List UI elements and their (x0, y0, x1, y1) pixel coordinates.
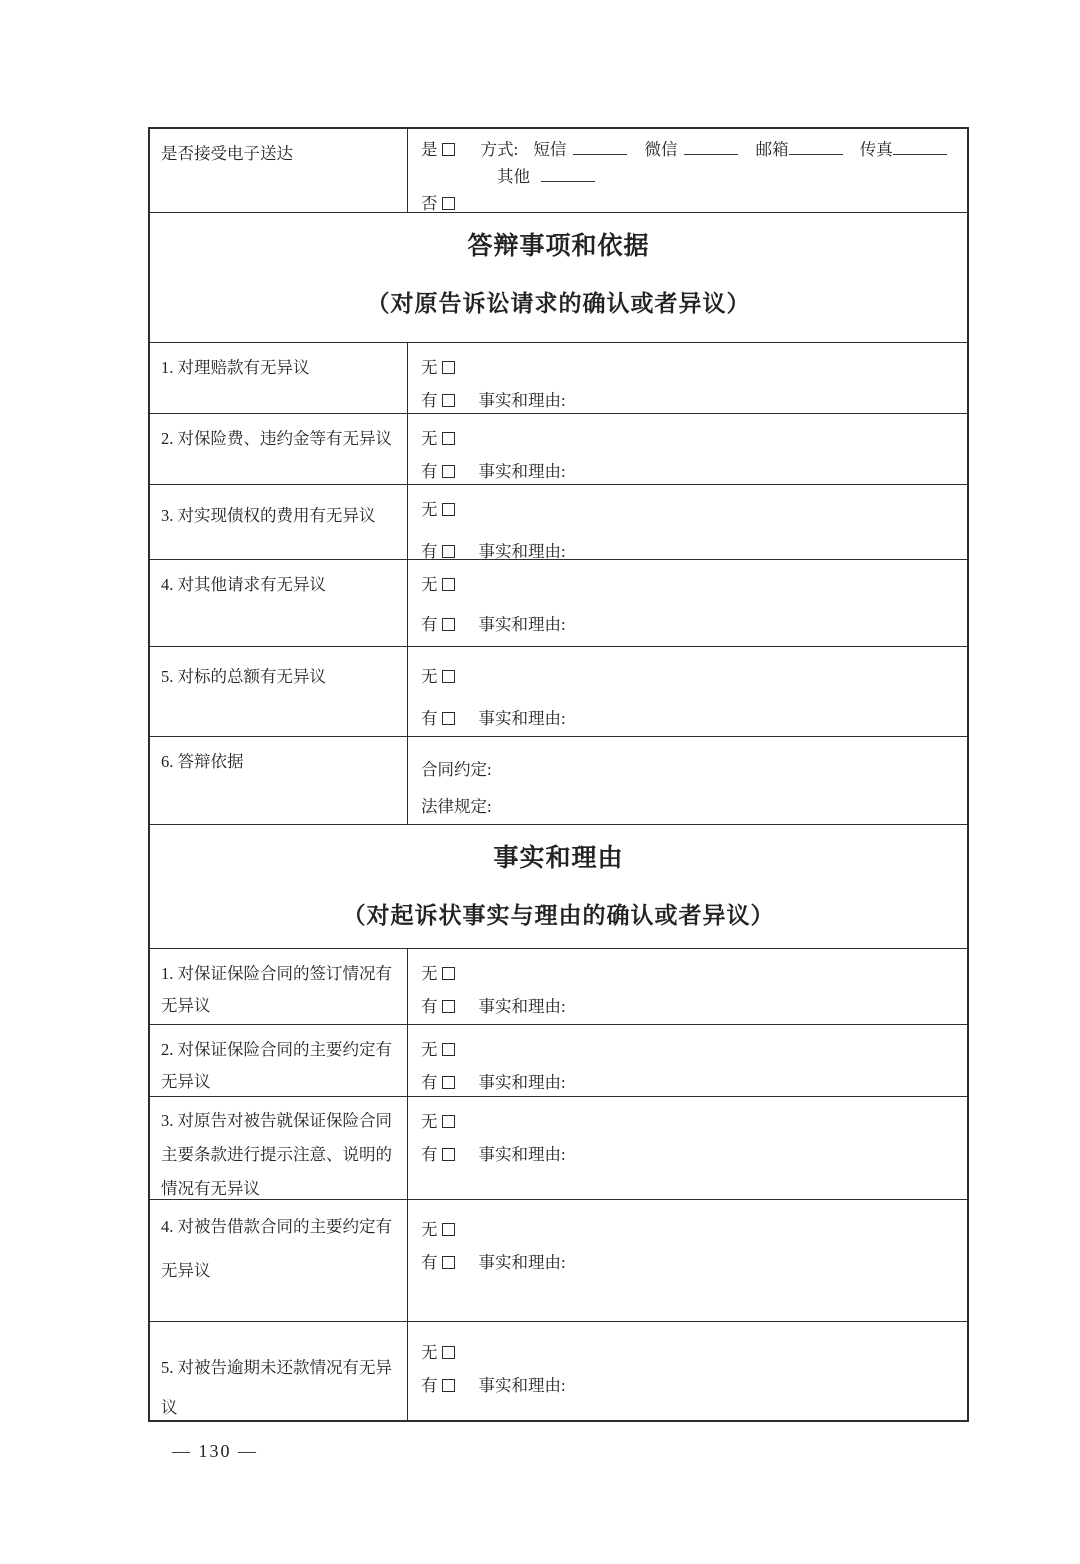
have-checkbox[interactable] (442, 1379, 455, 1392)
facts-label: 事实和理由: (478, 615, 566, 634)
service-no-line (421, 190, 957, 217)
none-label: 无 (421, 1112, 438, 1131)
have-label: 有 (421, 1073, 438, 1092)
section1-subtitle: （对原告诉讼请求的确认或者异议） (366, 291, 751, 316)
method-wechat: 微信 (644, 140, 740, 159)
method-fax: 传真 (860, 140, 949, 159)
have-checkbox[interactable] (442, 1076, 455, 1089)
have-checkbox[interactable] (442, 545, 455, 558)
service-yes-line (421, 136, 957, 163)
have-label: 有 (421, 1376, 438, 1395)
row-other-claims-objection (150, 560, 967, 647)
wechat-blank-input[interactable] (684, 140, 738, 155)
none-checkbox[interactable] (442, 361, 455, 374)
have-label: 有 (421, 462, 438, 481)
facts-label: 事实和理由: (478, 1073, 566, 1092)
yes-label: 是 (421, 140, 438, 159)
electronic-service-options (408, 129, 967, 212)
method-label: 方式: (480, 140, 519, 159)
have-checkbox[interactable] (442, 1256, 455, 1269)
row-label: 1. 对理赔款有无异议 (150, 343, 408, 413)
row-label: 1. 对保证保险合同的签订情况有无异议 (150, 949, 408, 1024)
facts-label: 事实和理由: (478, 1376, 566, 1395)
none-label: 无 (421, 1343, 438, 1362)
section2-title: 事实和理由 (493, 845, 624, 872)
row-claim-objection (150, 343, 967, 414)
none-label: 无 (421, 429, 438, 448)
have-checkbox[interactable] (442, 1000, 455, 1013)
row-label: 5. 对标的总额有无异议 (150, 647, 408, 736)
row-contract-signing-objection (150, 949, 967, 1025)
facts-label: 事实和理由: (478, 1145, 566, 1164)
row-disclosure-objection (150, 1097, 967, 1200)
none-label: 无 (421, 1040, 438, 1059)
page-number: — 130 — (172, 1441, 258, 1461)
have-checkbox[interactable] (442, 1148, 455, 1161)
none-checkbox[interactable] (442, 1115, 455, 1128)
row-label: 2. 对保险费、违约金等有无异议 (150, 414, 408, 484)
facts-label: 事实和理由: (478, 997, 566, 1016)
have-label: 有 (421, 542, 438, 561)
have-label: 有 (421, 997, 438, 1016)
row-label: 3. 对原告对被告就保证保险合同主要条款进行提示注意、说明的情况有无异议 (150, 1097, 408, 1199)
defense-form-table (148, 127, 969, 1422)
row-defense-basis (150, 737, 967, 825)
have-label: 有 (421, 391, 438, 410)
have-checkbox[interactable] (442, 394, 455, 407)
have-label: 有 (421, 615, 438, 634)
legal-provision-label: 法律规定: (421, 797, 492, 816)
none-checkbox[interactable] (442, 578, 455, 591)
service-other-line (421, 163, 957, 190)
other-blank-input[interactable] (541, 167, 595, 182)
yes-checkbox[interactable] (442, 143, 455, 156)
have-label: 有 (421, 709, 438, 728)
none-label: 无 (421, 500, 438, 519)
row-total-amount-objection (150, 647, 967, 737)
none-checkbox[interactable] (442, 967, 455, 980)
none-label: 无 (421, 667, 438, 686)
none-label: 无 (421, 575, 438, 594)
row-premium-objection (150, 414, 967, 485)
none-checkbox[interactable] (442, 1043, 455, 1056)
none-label: 无 (421, 964, 438, 983)
other-label: 其他 (497, 167, 530, 186)
row-label: 5. 对被告逾期未还款情况有无异议 (150, 1322, 408, 1420)
row-label: 3. 对实现债权的费用有无异议 (150, 485, 408, 559)
method-sms: 短信 (533, 140, 629, 159)
section1-header (150, 213, 967, 343)
row-overdue-repayment-objection (150, 1322, 967, 1420)
no-checkbox[interactable] (442, 197, 455, 210)
email-blank-input[interactable] (789, 140, 843, 155)
section2-subtitle: （对起诉状事实与理由的确认或者异议） (342, 903, 775, 928)
none-label: 无 (421, 358, 438, 377)
none-checkbox[interactable] (442, 670, 455, 683)
row-electronic-service (150, 129, 967, 213)
none-checkbox[interactable] (442, 1346, 455, 1359)
have-checkbox[interactable] (442, 712, 455, 725)
row-label: 4. 对其他请求有无异议 (150, 560, 408, 646)
row-label: 2. 对保证保险合同的主要约定有无异议 (150, 1025, 408, 1096)
no-label: 否 (421, 194, 438, 213)
contract-provision-label: 合同约定: (421, 760, 492, 779)
fax-blank-input[interactable] (893, 140, 947, 155)
have-checkbox[interactable] (442, 465, 455, 478)
none-checkbox[interactable] (442, 1223, 455, 1236)
row-loan-contract-objection (150, 1200, 967, 1322)
section2-header (150, 825, 967, 949)
sms-blank-input[interactable] (573, 140, 627, 155)
facts-label: 事实和理由: (478, 391, 566, 410)
section1-title: 答辩事项和依据 (467, 233, 650, 260)
row-debt-cost-objection (150, 485, 967, 560)
none-checkbox[interactable] (442, 503, 455, 516)
row-label: 6. 答辩依据 (150, 737, 408, 824)
have-label: 有 (421, 1253, 438, 1272)
method-email: 邮箱 (756, 140, 845, 159)
none-checkbox[interactable] (442, 432, 455, 445)
facts-label: 事实和理由: (478, 462, 566, 481)
facts-label: 事实和理由: (478, 709, 566, 728)
facts-label: 事实和理由: (478, 542, 566, 561)
electronic-service-label: 是否接受电子送达 (150, 129, 408, 212)
have-checkbox[interactable] (442, 618, 455, 631)
none-label: 无 (421, 1220, 438, 1239)
row-contract-terms-objection (150, 1025, 967, 1097)
row-label: 4. 对被告借款合同的主要约定有无异议 (150, 1200, 408, 1321)
facts-label: 事实和理由: (478, 1253, 566, 1272)
have-label: 有 (421, 1145, 438, 1164)
